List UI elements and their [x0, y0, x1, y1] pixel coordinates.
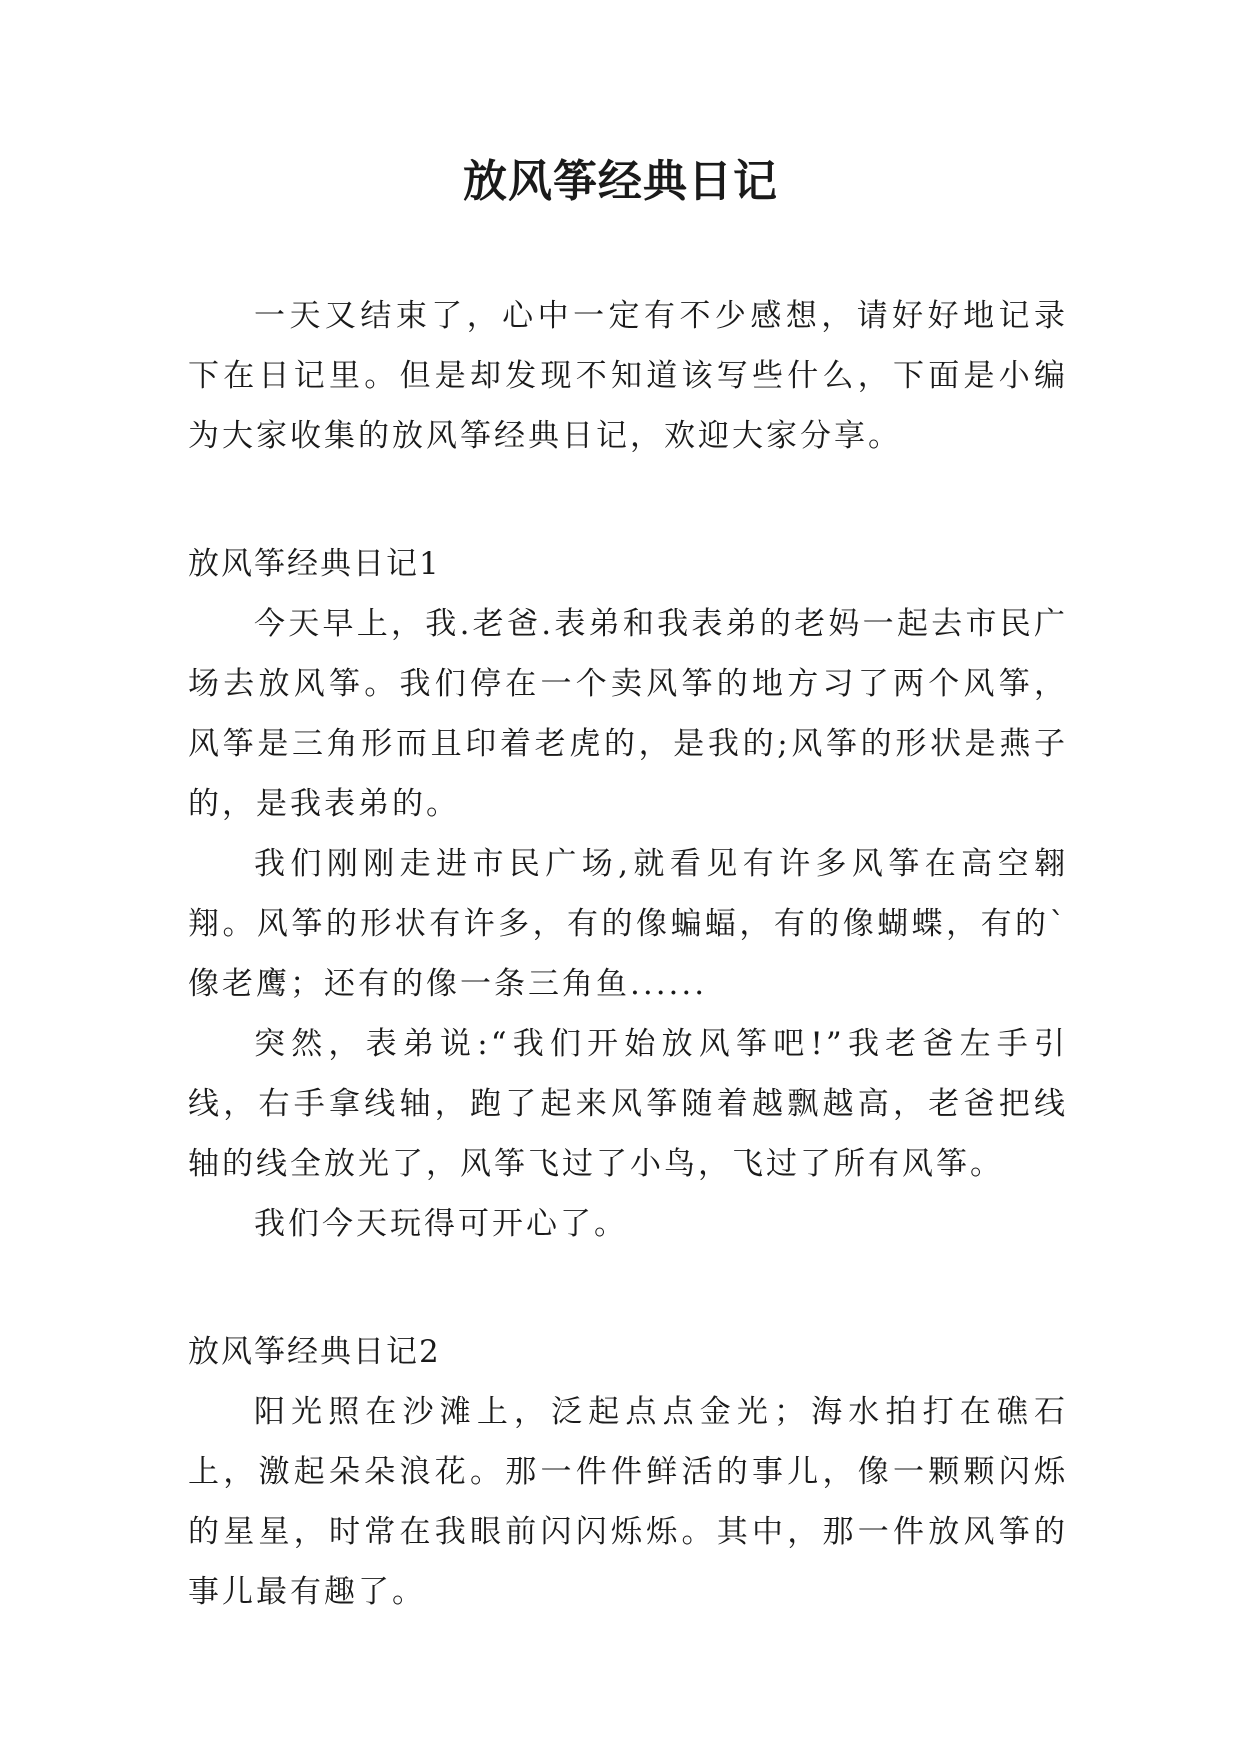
- diary-section-2: [188, 1322, 1068, 1622]
- body-paragraph: 今天早上，我.老爸.表弟和我表弟的老妈一起去市民广场去放风筝。我们停在一个卖风筝的地方习了两个风筝，风筝是三角形而且印着老虎的，是我的;风筝的形状是燕子的，是我表弟的。: [188, 606, 1068, 822]
- body-paragraph: 我们今天玩得可开心了。: [254, 1206, 628, 1242]
- body-paragraph: 突然，表弟说:“我们开始放风筝吧!”我老爸左手引线，右手拿线轴，跑了起来风筝随着越飘越高，老爸把线轴的线全放光了，风筝飞过了小鸟，飞过了所有风筝。: [188, 1026, 1068, 1182]
- section-heading: 放风筝经典日记2: [188, 1334, 441, 1370]
- section-heading: 放风筝经典日记1: [188, 546, 441, 582]
- section-spacer: [188, 1254, 1068, 1322]
- section-spacer: [188, 466, 1068, 534]
- intro-paragraph: 一天又结束了，心中一定有不少感想，请好好地记录下在日记里。但是却发现不知道该写些什么，下面是小编为大家收集的放风筝经典日记，欢迎大家分享。: [188, 298, 1068, 454]
- document-title: 放风筝经典日记: [463, 156, 778, 207]
- diary-section-1: [188, 534, 1068, 1254]
- document-body: [188, 286, 1068, 1622]
- body-paragraph: 我们刚刚走进市民广场,就看见有许多风筝在高空翱翔。风筝的形状有许多，有的像蝙蝠，有的像蝴蝶，有的`像老鹰；还有的像一条三角鱼......: [188, 846, 1068, 1002]
- body-paragraph: 阳光照在沙滩上，泛起点点金光；海水拍打在礁石上，激起朵朵浪花。那一件件鲜活的事儿，像一颗颗闪烁的星星，时常在我眼前闪闪烁烁。其中，那一件放风筝的事儿最有趣了。: [188, 1394, 1068, 1610]
